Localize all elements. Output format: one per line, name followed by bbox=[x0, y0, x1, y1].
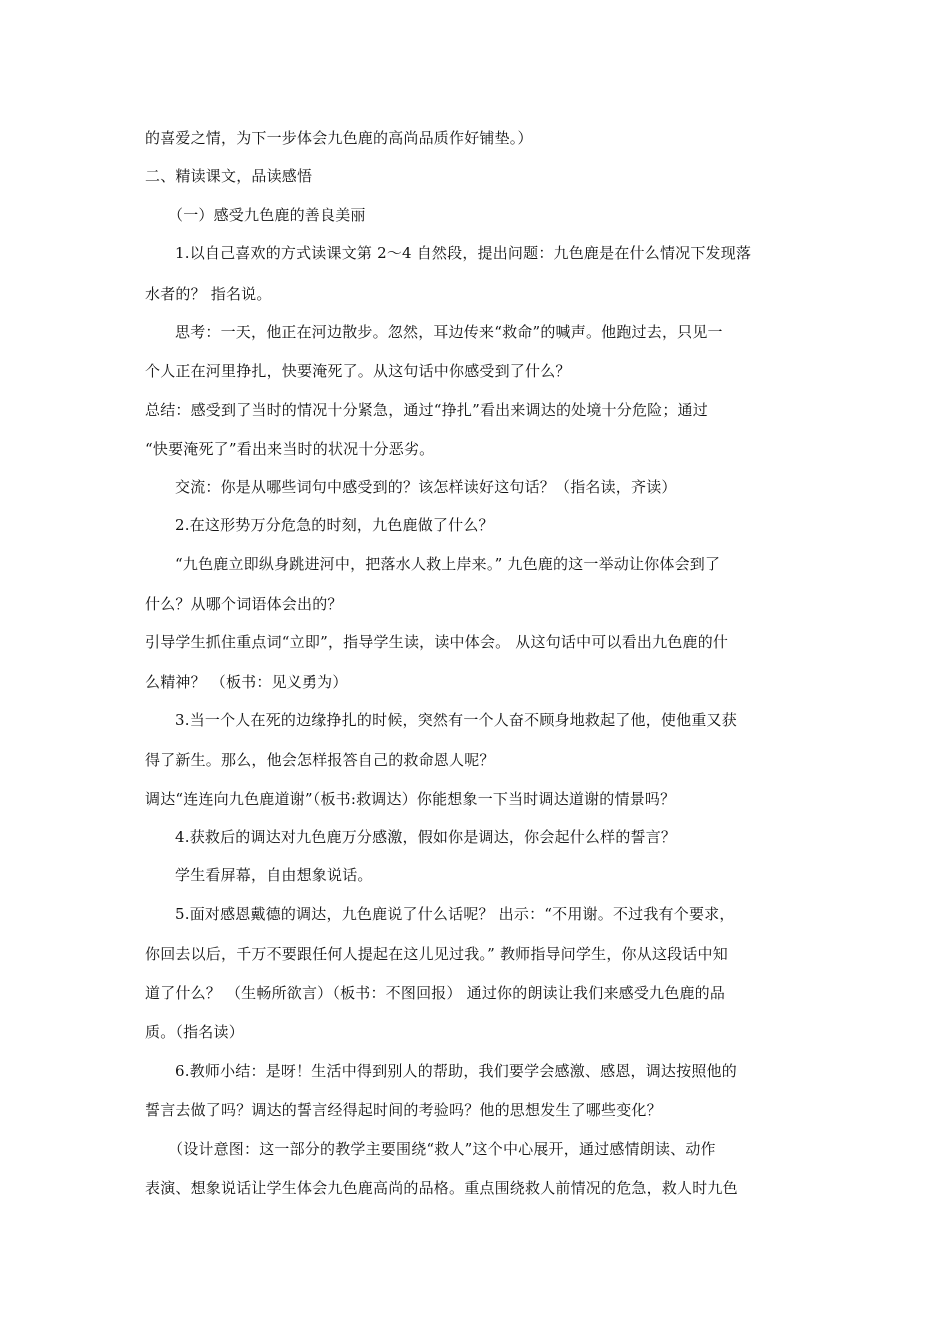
text-line: 表演、想象说话让学生体会九色鹿高尚的品格。重点围绕救人前情况的危急，救人时九色 bbox=[145, 1179, 738, 1197]
text-line: 你回去以后，千万不要跟任何人提起在这儿见过我。” 教师指导问学生，你从这段话中知 bbox=[145, 945, 728, 963]
text-line: 的喜爱之情，为下一步体会九色鹿的高尚品质作好铺垫。） bbox=[145, 129, 533, 147]
text-line: （设计意图：这一部分的教学主要围绕“救人”这个中心展开，通过感情朗读、动作 bbox=[168, 1140, 716, 1158]
text-line: “快要淹死了”看出来当时的状况十分恶劣。 bbox=[145, 440, 435, 458]
text-line: 个人正在河里挣扎，快要淹死了。从这句话中你感受到了什么？ bbox=[145, 362, 571, 380]
text-line: 引导学生抓住重点词“立即”，指导学生读，读中体会。 从这句话中可以看出九色鹿的什 bbox=[145, 633, 729, 651]
text-line: 1.以自己喜欢的方式读课文第 2～4 自然段，提出问题：九色鹿是在什么情况下发现落 bbox=[175, 244, 752, 262]
section-heading: 二、精读课文，品读感悟 bbox=[145, 167, 313, 185]
text-line: 5.面对感恩戴德的调达，九色鹿说了什么话呢？ 出示：“不用谢。不过我有个要求， bbox=[175, 905, 735, 923]
text-line: 交流：你是从哪些词句中感受到的？该怎样读好这句话？（指名读，齐读） bbox=[175, 478, 677, 496]
text-line: 道了什么？ （生畅所欲言）（板书：不图回报） 通过你的朗读让我们来感受九色鹿的品 bbox=[145, 984, 726, 1002]
text-line: 么精神？ （板书：见义勇为） bbox=[145, 673, 348, 691]
text-line: “九色鹿立即纵身跳进河中，把落水人救上岸来。” 九色鹿的这一举动让你体会到了 bbox=[175, 555, 721, 573]
text-line: 2.在这形势万分危急的时刻，九色鹿做了什么？ bbox=[175, 516, 494, 534]
text-line: 水者的？ 指名说。 bbox=[145, 285, 272, 303]
text-line: 质。（指名读） bbox=[145, 1023, 244, 1041]
text-line: 得了新生。那么，他会怎样报答自己的救命恩人呢？ bbox=[145, 751, 495, 769]
text-line: 誓言去做了吗？调达的誓言经得起时间的考验吗？他的思想发生了哪些变化？ bbox=[145, 1101, 662, 1119]
text-line: 3.当一个人在死的边缘挣扎的时候，突然有一个人奋不顾身地救起了他，使他重又获 bbox=[175, 711, 737, 729]
text-line: 思考：一天，他正在河边散步。忽然，耳边传来“救命”的喊声。他跑过去，只见一 bbox=[175, 323, 723, 341]
text-line: 6.教师小结：是呀！生活中得到别人的帮助，我们要学会感激、感恩，调达按照他的 bbox=[175, 1062, 737, 1080]
text-line: 学生看屏幕，自由想象说话。 bbox=[175, 866, 373, 884]
text-line: 调达“连连向九色鹿道谢”（板书:救调达）你能想象一下当时调达道谢的情景吗？ bbox=[145, 790, 676, 808]
subsection-heading: （一）感受九色鹿的善良美丽 bbox=[168, 206, 366, 224]
text-line: 4.获救后的调达对九色鹿万分感激，假如你是调达，你会起什么样的誓言？ bbox=[175, 828, 677, 846]
text-line: 总结：感受到了当时的情况十分紧急，通过“挣扎”看出来调达的处境十分危险；通过 bbox=[145, 401, 708, 419]
text-line: 什么？从哪个词语体会出的？ bbox=[145, 595, 343, 613]
